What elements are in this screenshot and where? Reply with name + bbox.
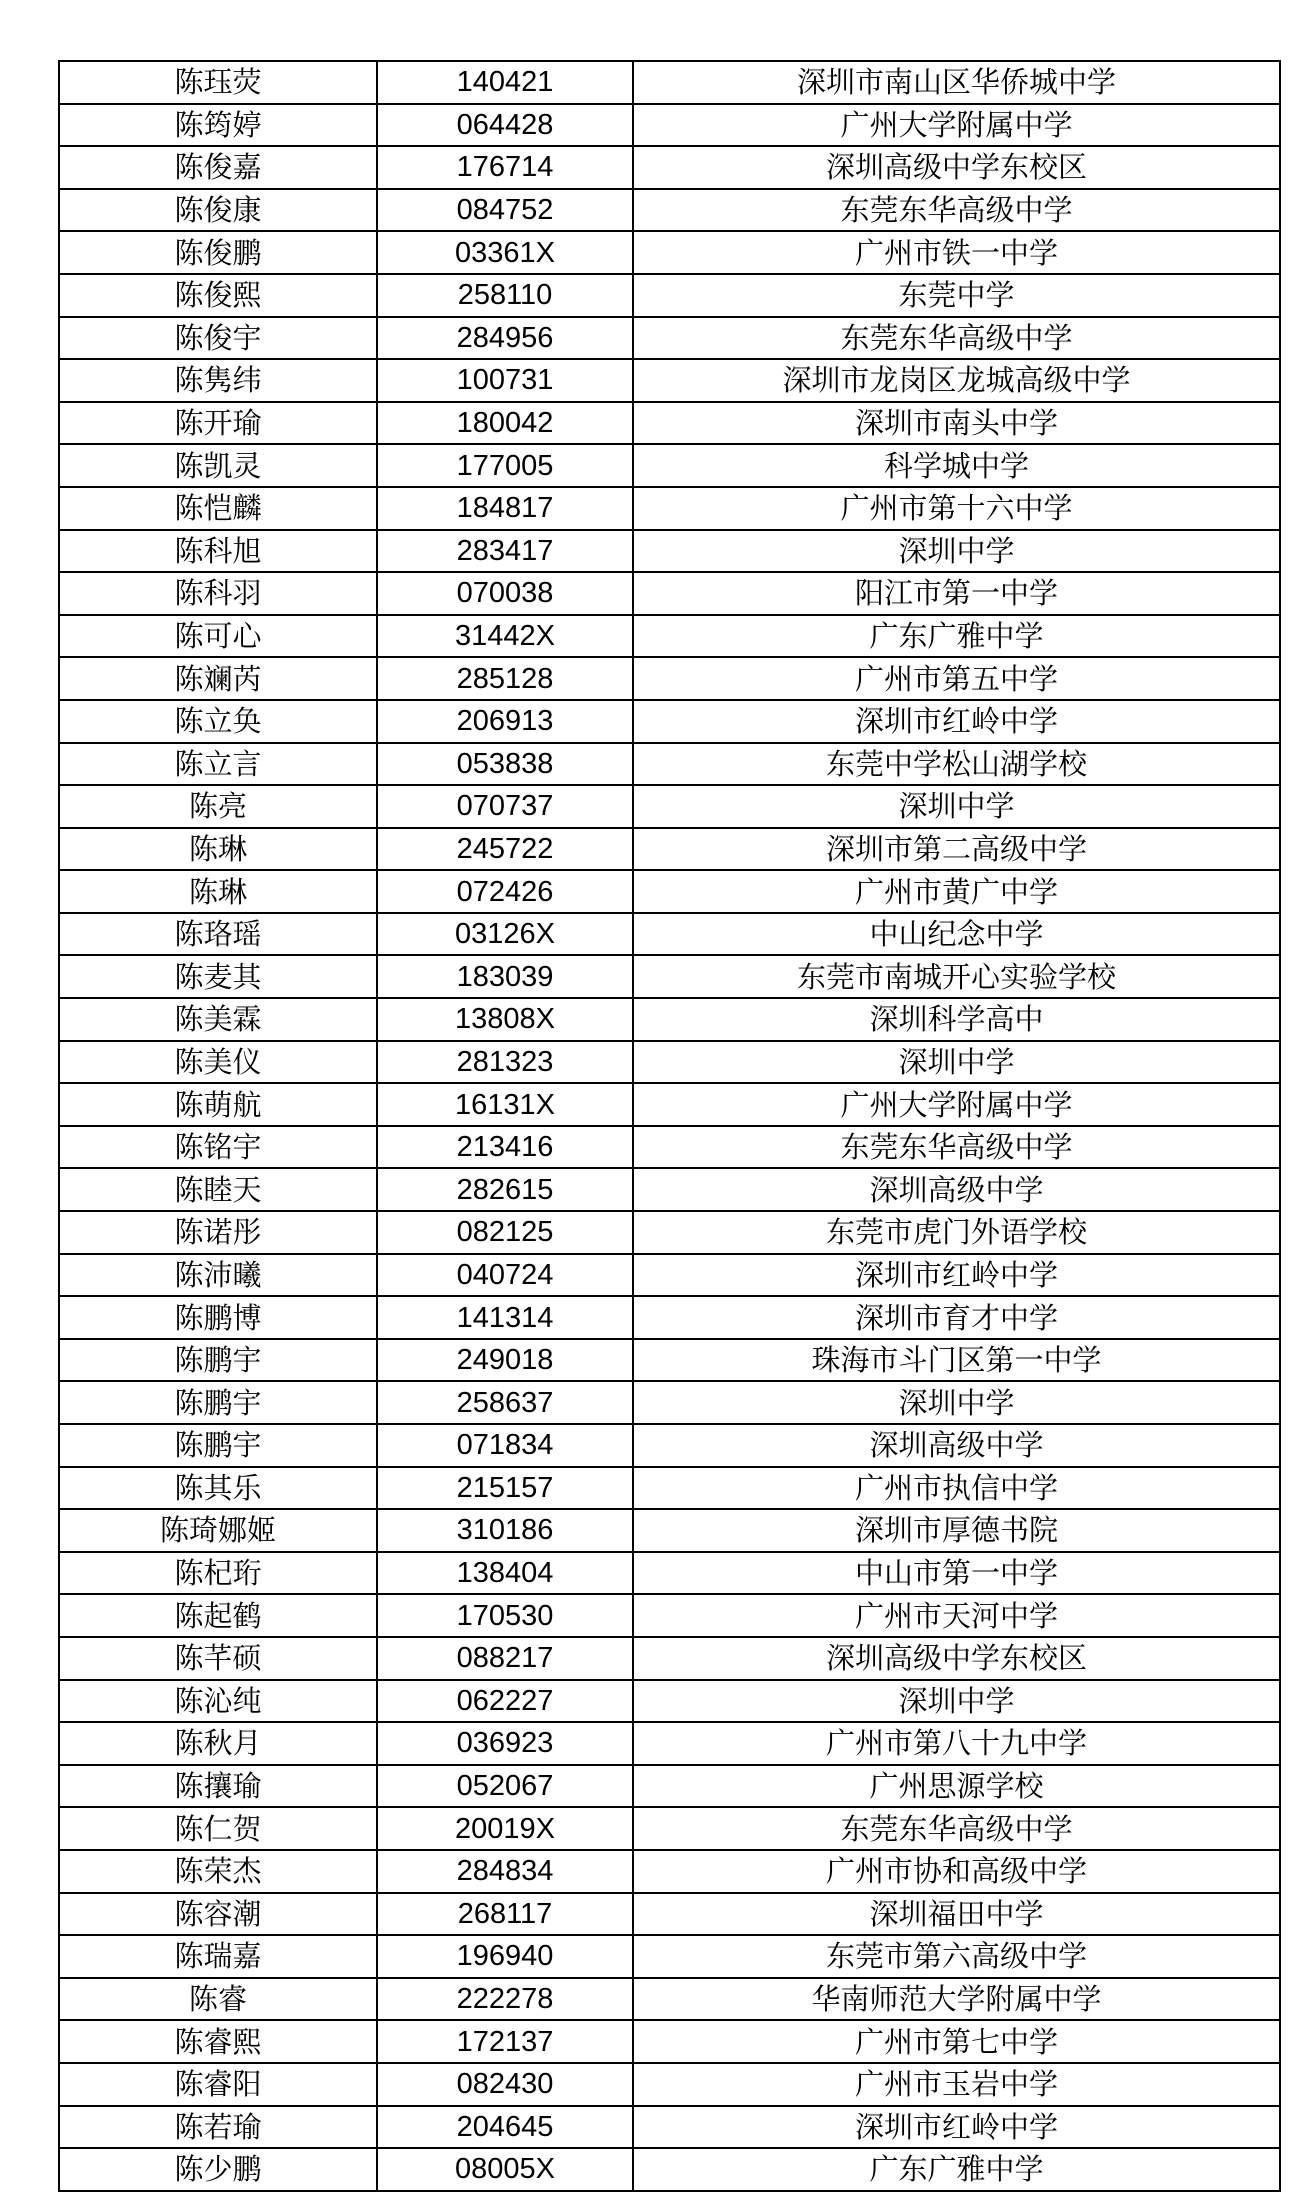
school-name-cell: 东莞中学 — [633, 274, 1280, 317]
student-name-cell: 陈杞珩 — [59, 1552, 377, 1595]
school-name-cell: 中山市第一中学 — [633, 1552, 1280, 1595]
table-row — [59, 1893, 1280, 1936]
student-name-cell: 陈鹏宇 — [59, 1339, 377, 1382]
school-name-cell: 东莞市南城开心实验学校 — [633, 955, 1280, 998]
school-name-cell: 广州市第五中学 — [633, 657, 1280, 700]
student-name-cell: 陈沁纯 — [59, 1680, 377, 1723]
school-name-cell: 科学城中学 — [633, 444, 1280, 487]
table-row — [59, 1211, 1280, 1254]
school-name-cell: 深圳市育才中学 — [633, 1296, 1280, 1339]
student-id-cell: 284834 — [377, 1850, 633, 1893]
student-name-cell: 陈容潮 — [59, 1893, 377, 1936]
table-row — [59, 1126, 1280, 1169]
student-id-cell: 053838 — [377, 743, 633, 786]
student-id-cell: 08005X — [377, 2148, 633, 2191]
table-row — [59, 1083, 1280, 1126]
table-row — [59, 1680, 1280, 1723]
table-row — [59, 615, 1280, 658]
student-name-cell: 陈俊鹏 — [59, 231, 377, 274]
school-name-cell: 深圳高级中学东校区 — [633, 1637, 1280, 1680]
school-name-cell: 东莞市虎门外语学校 — [633, 1211, 1280, 1254]
student-id-cell: 215157 — [377, 1467, 633, 1510]
student-name-cell: 陈少鹏 — [59, 2148, 377, 2191]
student-name-cell: 陈鹏宇 — [59, 1424, 377, 1467]
school-name-cell: 广州市第十六中学 — [633, 487, 1280, 530]
student-id-cell: 100731 — [377, 359, 633, 402]
school-name-cell: 深圳中学 — [633, 530, 1280, 573]
student-name-cell: 陈鹏博 — [59, 1296, 377, 1339]
student-name-cell: 陈俊宇 — [59, 317, 377, 360]
student-name-cell: 陈鹏宇 — [59, 1381, 377, 1424]
school-name-cell: 广州大学附属中学 — [633, 1083, 1280, 1126]
school-name-cell: 深圳市第二高级中学 — [633, 828, 1280, 871]
table-row — [59, 1552, 1280, 1595]
table-row — [59, 1637, 1280, 1680]
table-row — [59, 1807, 1280, 1850]
student-id-cell: 213416 — [377, 1126, 633, 1169]
student-id-cell: 180042 — [377, 402, 633, 445]
school-name-cell: 东莞市第六高级中学 — [633, 1935, 1280, 1978]
school-name-cell: 东莞东华高级中学 — [633, 1126, 1280, 1169]
student-id-cell: 070737 — [377, 785, 633, 828]
school-name-cell: 深圳高级中学 — [633, 1168, 1280, 1211]
student-id-cell: 206913 — [377, 700, 633, 743]
student-name-cell: 陈隽纬 — [59, 359, 377, 402]
student-id-cell: 03361X — [377, 231, 633, 274]
student-id-cell: 052067 — [377, 1765, 633, 1808]
student-id-cell: 140421 — [377, 61, 633, 104]
school-name-cell: 深圳市红岭中学 — [633, 1254, 1280, 1297]
table-row — [59, 1935, 1280, 1978]
student-id-cell: 088217 — [377, 1637, 633, 1680]
student-name-cell: 陈珏荧 — [59, 61, 377, 104]
school-name-cell: 深圳中学 — [633, 785, 1280, 828]
school-name-cell: 广东广雅中学 — [633, 2148, 1280, 2191]
student-id-cell: 170530 — [377, 1594, 633, 1637]
school-name-cell: 广州思源学校 — [633, 1765, 1280, 1808]
student-name-cell: 陈秋月 — [59, 1722, 377, 1765]
school-name-cell: 广州市执信中学 — [633, 1467, 1280, 1510]
student-name-cell: 陈若瑜 — [59, 2106, 377, 2149]
table-row — [59, 274, 1280, 317]
table-row — [59, 998, 1280, 1041]
table-row — [59, 1254, 1280, 1297]
student-name-cell: 陈萌航 — [59, 1083, 377, 1126]
student-name-cell: 陈珞瑶 — [59, 913, 377, 956]
student-id-cell: 062227 — [377, 1680, 633, 1723]
student-id-cell: 245722 — [377, 828, 633, 871]
table-row — [59, 1467, 1280, 1510]
student-id-cell: 064428 — [377, 104, 633, 147]
student-name-cell: 陈亮 — [59, 785, 377, 828]
table-row — [59, 487, 1280, 530]
student-name-cell: 陈起鹤 — [59, 1594, 377, 1637]
school-name-cell: 深圳中学 — [633, 1680, 1280, 1723]
table-row — [59, 61, 1280, 104]
student-name-cell: 陈美霖 — [59, 998, 377, 1041]
student-id-cell: 196940 — [377, 1935, 633, 1978]
student-id-cell: 072426 — [377, 870, 633, 913]
student-id-cell: 071834 — [377, 1424, 633, 1467]
school-name-cell: 深圳中学 — [633, 1381, 1280, 1424]
school-name-cell: 广州市玉岩中学 — [633, 2063, 1280, 2106]
school-name-cell: 深圳市南头中学 — [633, 402, 1280, 445]
table-row — [59, 870, 1280, 913]
student-id-cell: 03126X — [377, 913, 633, 956]
student-name-cell: 陈琳 — [59, 870, 377, 913]
table-row — [59, 359, 1280, 402]
student-id-cell: 176714 — [377, 146, 633, 189]
table-row — [59, 146, 1280, 189]
school-name-cell: 阳江市第一中学 — [633, 572, 1280, 615]
student-id-cell: 184817 — [377, 487, 633, 530]
school-name-cell: 华南师范大学附属中学 — [633, 1978, 1280, 2021]
table-row — [59, 1850, 1280, 1893]
table-row — [59, 2020, 1280, 2063]
table-row — [59, 700, 1280, 743]
school-name-cell: 广州大学附属中学 — [633, 104, 1280, 147]
table-row — [59, 1381, 1280, 1424]
table-row — [59, 189, 1280, 232]
student-id-cell: 036923 — [377, 1722, 633, 1765]
school-name-cell: 广州市第八十九中学 — [633, 1722, 1280, 1765]
table-row — [59, 1168, 1280, 1211]
student-name-cell: 陈凯灵 — [59, 444, 377, 487]
student-id-cell: 222278 — [377, 1978, 633, 2021]
roster-table-body — [59, 61, 1280, 2191]
table-row — [59, 572, 1280, 615]
student-id-cell: 285128 — [377, 657, 633, 700]
school-name-cell: 深圳市红岭中学 — [633, 700, 1280, 743]
student-name-cell: 陈沛曦 — [59, 1254, 377, 1297]
student-name-cell: 陈美仪 — [59, 1041, 377, 1084]
student-name-cell: 陈睿熙 — [59, 2020, 377, 2063]
table-row — [59, 1339, 1280, 1382]
student-id-cell: 204645 — [377, 2106, 633, 2149]
table-row — [59, 2148, 1280, 2191]
student-id-cell: 268117 — [377, 1893, 633, 1936]
student-name-cell: 陈麦其 — [59, 955, 377, 998]
school-name-cell: 深圳福田中学 — [633, 1893, 1280, 1936]
student-id-cell: 141314 — [377, 1296, 633, 1339]
student-id-cell: 082430 — [377, 2063, 633, 2106]
student-name-cell: 陈立言 — [59, 743, 377, 786]
student-id-cell: 249018 — [377, 1339, 633, 1382]
student-id-cell: 183039 — [377, 955, 633, 998]
school-name-cell: 广州市第七中学 — [633, 2020, 1280, 2063]
student-id-cell: 13808X — [377, 998, 633, 1041]
table-row — [59, 1296, 1280, 1339]
student-name-cell: 陈睦天 — [59, 1168, 377, 1211]
table-row — [59, 828, 1280, 871]
student-name-cell: 陈立奂 — [59, 700, 377, 743]
table-row — [59, 657, 1280, 700]
school-name-cell: 中山纪念中学 — [633, 913, 1280, 956]
student-name-cell: 陈开瑜 — [59, 402, 377, 445]
student-name-cell: 陈琦娜姬 — [59, 1509, 377, 1552]
school-name-cell: 广州市黄广中学 — [633, 870, 1280, 913]
student-name-cell: 陈俊嘉 — [59, 146, 377, 189]
student-name-cell: 陈铭宇 — [59, 1126, 377, 1169]
student-name-cell: 陈俊康 — [59, 189, 377, 232]
table-row — [59, 530, 1280, 573]
roster-table — [58, 60, 1281, 2192]
school-name-cell: 东莞东华高级中学 — [633, 189, 1280, 232]
student-name-cell: 陈芊硕 — [59, 1637, 377, 1680]
student-id-cell: 16131X — [377, 1083, 633, 1126]
table-row — [59, 231, 1280, 274]
school-name-cell: 珠海市斗门区第一中学 — [633, 1339, 1280, 1382]
roster-sheet — [58, 60, 1273, 2192]
table-row — [59, 1722, 1280, 1765]
student-id-cell: 172137 — [377, 2020, 633, 2063]
table-row — [59, 104, 1280, 147]
school-name-cell: 深圳市南山区华侨城中学 — [633, 61, 1280, 104]
student-name-cell: 陈可心 — [59, 615, 377, 658]
table-row — [59, 1509, 1280, 1552]
school-name-cell: 深圳高级中学 — [633, 1424, 1280, 1467]
table-row — [59, 1765, 1280, 1808]
table-row — [59, 785, 1280, 828]
school-name-cell: 东莞东华高级中学 — [633, 1807, 1280, 1850]
school-name-cell: 广州市协和高级中学 — [633, 1850, 1280, 1893]
school-name-cell: 深圳中学 — [633, 1041, 1280, 1084]
student-name-cell: 陈攘瑜 — [59, 1765, 377, 1808]
student-id-cell: 310186 — [377, 1509, 633, 1552]
school-name-cell: 深圳市红岭中学 — [633, 2106, 1280, 2149]
student-name-cell: 陈俊熙 — [59, 274, 377, 317]
student-name-cell: 陈科旭 — [59, 530, 377, 573]
student-id-cell: 283417 — [377, 530, 633, 573]
school-name-cell: 广州市铁一中学 — [633, 231, 1280, 274]
table-row — [59, 317, 1280, 360]
school-name-cell: 深圳市厚德书院 — [633, 1509, 1280, 1552]
student-id-cell: 138404 — [377, 1552, 633, 1595]
student-name-cell: 陈筠婷 — [59, 104, 377, 147]
school-name-cell: 东莞中学松山湖学校 — [633, 743, 1280, 786]
student-name-cell: 陈斓芮 — [59, 657, 377, 700]
student-id-cell: 258637 — [377, 1381, 633, 1424]
student-id-cell: 084752 — [377, 189, 633, 232]
school-name-cell: 深圳高级中学东校区 — [633, 146, 1280, 189]
student-name-cell: 陈诺彤 — [59, 1211, 377, 1254]
table-row — [59, 1978, 1280, 2021]
student-id-cell: 20019X — [377, 1807, 633, 1850]
school-name-cell: 东莞东华高级中学 — [633, 317, 1280, 360]
school-name-cell: 深圳市龙岗区龙城高级中学 — [633, 359, 1280, 402]
student-id-cell: 070038 — [377, 572, 633, 615]
student-name-cell: 陈琳 — [59, 828, 377, 871]
school-name-cell: 广东广雅中学 — [633, 615, 1280, 658]
student-id-cell: 281323 — [377, 1041, 633, 1084]
student-id-cell: 31442X — [377, 615, 633, 658]
school-name-cell: 广州市天河中学 — [633, 1594, 1280, 1637]
student-id-cell: 082125 — [377, 1211, 633, 1254]
student-id-cell: 258110 — [377, 274, 633, 317]
student-name-cell: 陈睿阳 — [59, 2063, 377, 2106]
table-row — [59, 743, 1280, 786]
table-row — [59, 1594, 1280, 1637]
student-name-cell: 陈恺麟 — [59, 487, 377, 530]
table-row — [59, 955, 1280, 998]
student-name-cell: 陈其乐 — [59, 1467, 377, 1510]
table-row — [59, 913, 1280, 956]
student-name-cell: 陈仁贺 — [59, 1807, 377, 1850]
school-name-cell: 深圳科学高中 — [633, 998, 1280, 1041]
table-row — [59, 402, 1280, 445]
student-id-cell: 177005 — [377, 444, 633, 487]
student-name-cell: 陈荣杰 — [59, 1850, 377, 1893]
table-row — [59, 1424, 1280, 1467]
student-id-cell: 040724 — [377, 1254, 633, 1297]
student-name-cell: 陈科羽 — [59, 572, 377, 615]
table-row — [59, 1041, 1280, 1084]
table-row — [59, 2063, 1280, 2106]
student-name-cell: 陈瑞嘉 — [59, 1935, 377, 1978]
student-id-cell: 282615 — [377, 1168, 633, 1211]
student-id-cell: 284956 — [377, 317, 633, 360]
student-name-cell: 陈睿 — [59, 1978, 377, 2021]
table-row — [59, 444, 1280, 487]
